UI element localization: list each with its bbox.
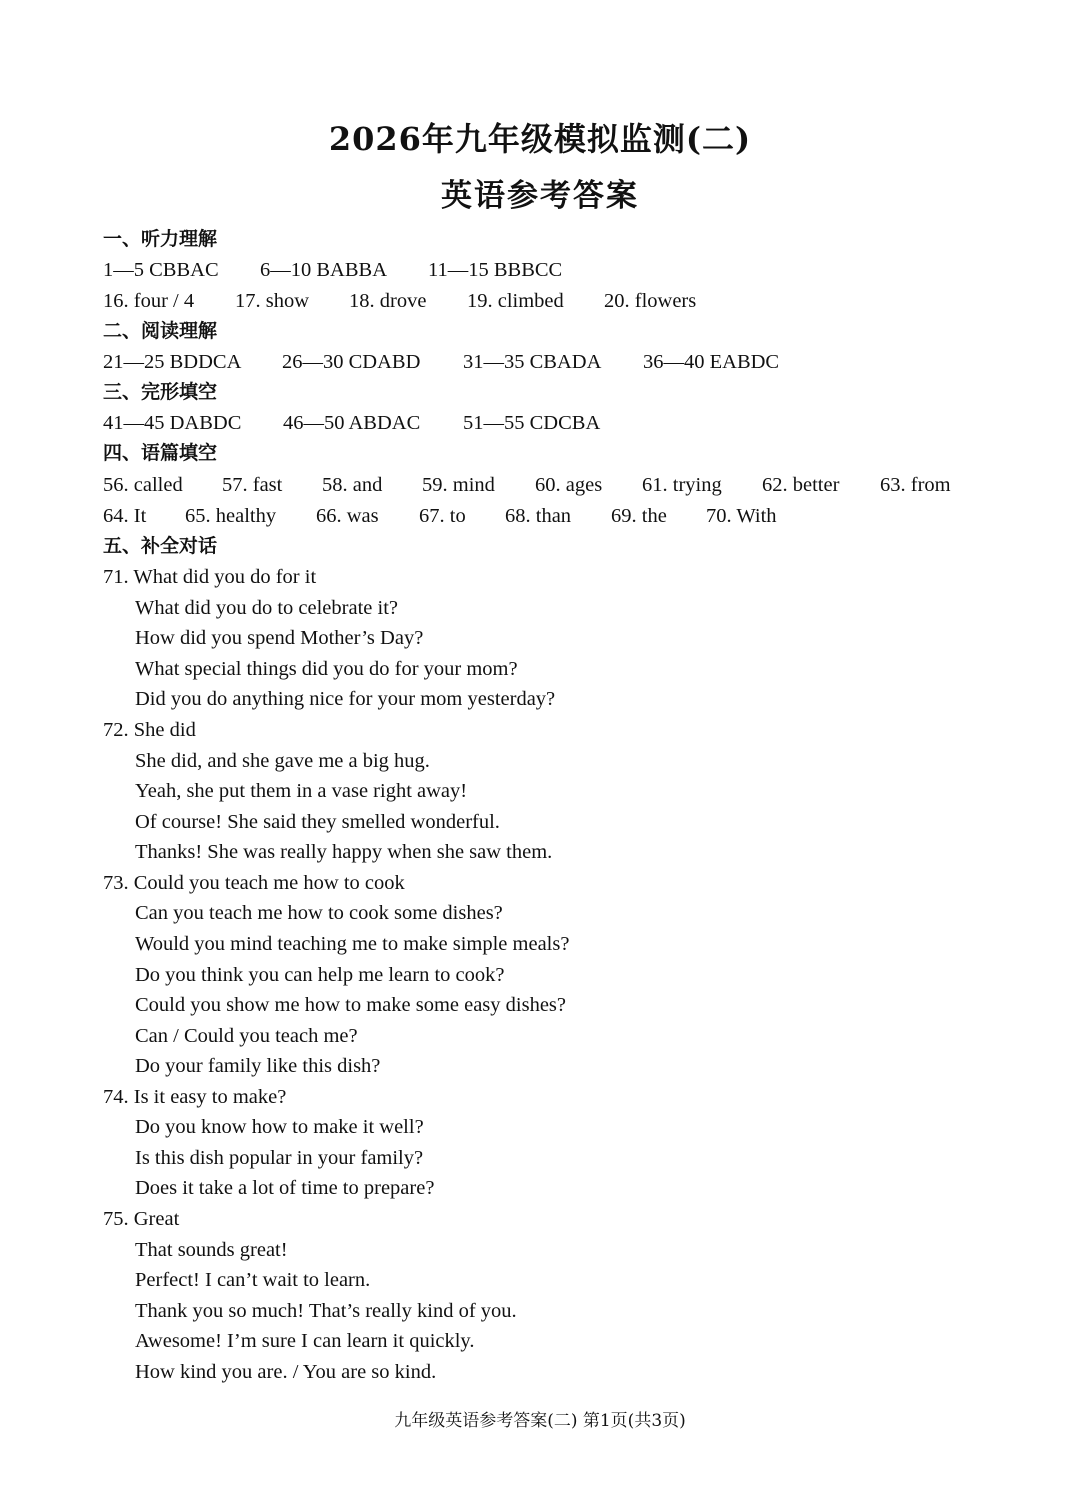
- answer-item: 18. drove: [349, 290, 427, 312]
- answer-group: 11—15 BBBCC: [428, 259, 563, 281]
- alternative-answer: Do you think you can help me learn to cook?: [135, 964, 505, 986]
- question-74: 74. Is it easy to make?: [103, 1086, 287, 1108]
- answer-item: 68. than: [505, 505, 572, 527]
- answer-group: 6—10 BABBA: [260, 259, 388, 281]
- alternative-answer: How kind you are. / You are so kind.: [135, 1361, 437, 1383]
- answer-item: 67. to: [419, 505, 466, 527]
- alternative-answer: Could you show me how to make some easy dishes?: [135, 994, 567, 1016]
- answer-item: 19. climbed: [467, 290, 564, 312]
- alternative-answer: Is this dish popular in your family?: [135, 1147, 424, 1169]
- answer-group: 46—50 ABDAC: [283, 412, 421, 434]
- question-73: 73. Could you teach me how to cook: [103, 872, 405, 894]
- alternative-answer: What special things did you do for your mom?: [135, 658, 518, 680]
- answer-item: 60. ages: [535, 474, 603, 496]
- alternative-answer: Would you mind teaching me to make simple meals?: [135, 933, 570, 955]
- question-72: 72. She did: [103, 719, 196, 741]
- alternative-answer: Can / Could you teach me?: [135, 1025, 358, 1047]
- alternative-answer: Awesome! I’m sure I can learn it quickly.: [135, 1330, 475, 1352]
- answer-item: 58. and: [322, 474, 383, 496]
- answer-item: 61. trying: [642, 474, 722, 496]
- alternative-answer: Did you do anything nice for your mom yesterday?: [135, 688, 556, 710]
- answer-item: 17. show: [235, 290, 310, 312]
- answer-item: 16. four / 4: [103, 290, 195, 312]
- section-heading-listening: 一、听力理解: [103, 228, 218, 250]
- answer-group: 36—40 EABDC: [643, 351, 780, 373]
- answer-item: 64. It: [103, 505, 147, 527]
- question-71: 71. What did you do for it: [103, 566, 317, 588]
- alternative-answer: Does it take a lot of time to prepare?: [135, 1177, 435, 1199]
- answer-group: 41—45 DABDC: [103, 412, 242, 434]
- alternative-answer: How did you spend Mother’s Day?: [135, 627, 424, 649]
- page-subtitle: 英语参考答案: [441, 178, 639, 214]
- answer-group: 21—25 BDDCA: [103, 351, 242, 373]
- answer-item: 63. from: [880, 474, 951, 496]
- answer-item: 70. With: [706, 505, 777, 527]
- section-heading-reading: 二、阅读理解: [103, 320, 218, 342]
- section-heading-dialogue: 五、补全对话: [103, 535, 218, 557]
- page-footer: [0, 1406, 1080, 1431]
- alternative-answer: Thanks! She was really happy when she saw them.: [135, 841, 553, 863]
- answer-group: 51—55 CDCBA: [463, 412, 601, 434]
- answer-item: 69. the: [611, 505, 667, 527]
- question-75: 75. Great: [103, 1208, 180, 1230]
- answer-item: 20. flowers: [604, 290, 697, 312]
- alternative-answer: Can you teach me how to cook some dishes?: [135, 902, 503, 924]
- answer-item: 56. called: [103, 474, 183, 496]
- alternative-answer: That sounds great!: [135, 1239, 288, 1261]
- answer-item: 57. fast: [222, 474, 283, 496]
- page-title: 2026年九年级模拟监测(二): [328, 120, 752, 158]
- answer-item: 65. healthy: [185, 505, 277, 527]
- alternative-answer: Of course! She said they smelled wonderful.: [135, 811, 500, 833]
- section-heading-passage-fill: 四、语篇填空: [103, 442, 218, 464]
- answer-item: 66. was: [316, 505, 379, 527]
- section-heading-cloze: 三、完形填空: [103, 381, 218, 403]
- answer-item: 59. mind: [422, 474, 495, 496]
- answer-group: 31—35 CBADA: [463, 351, 602, 373]
- alternative-answer: Perfect! I can’t wait to learn.: [135, 1269, 371, 1291]
- answer-group: 26—30 CDABD: [282, 351, 421, 373]
- alternative-answer: Do you know how to make it well?: [135, 1116, 424, 1138]
- answer-group: 1—5 CBBAC: [103, 259, 219, 281]
- alternative-answer: Yeah, she put them in a vase right away!: [135, 780, 468, 802]
- alternative-answer: She did, and she gave me a big hug.: [135, 750, 430, 772]
- alternative-answer: Do your family like this dish?: [135, 1055, 381, 1077]
- answer-item: 62. better: [762, 474, 840, 496]
- alternative-answer: Thank you so much! That’s really kind of you.: [135, 1300, 517, 1322]
- alternative-answer: What did you do to celebrate it?: [135, 597, 398, 619]
- footer-text: 九年级英语参考答案(二) 第1页(共3页): [394, 1411, 686, 1431]
